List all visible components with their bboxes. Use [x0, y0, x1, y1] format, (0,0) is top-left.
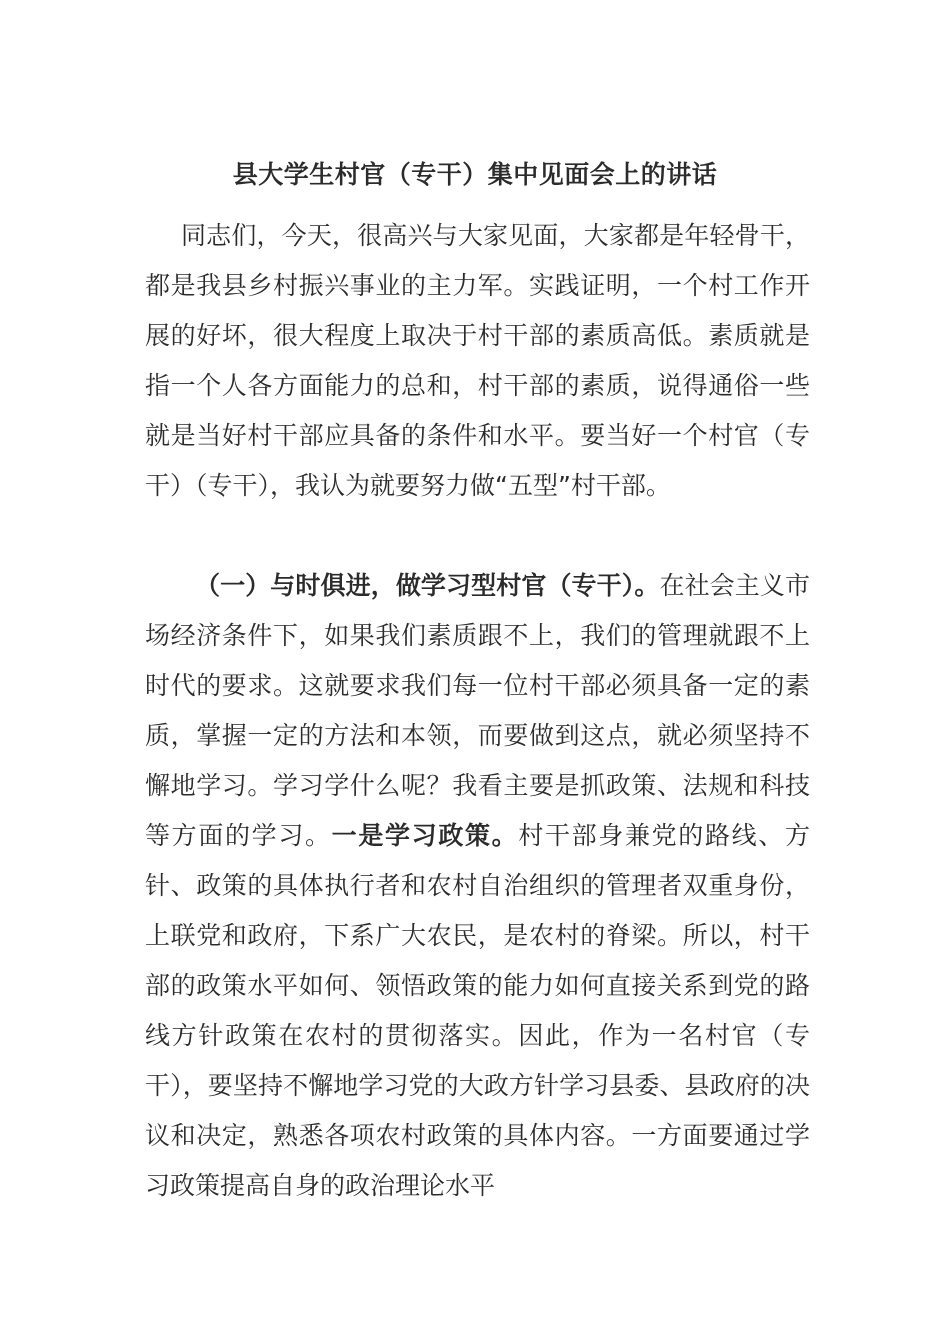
section-heading: （一）与时俱进，做学习型村官（专干）。 — [195, 571, 660, 600]
document-title: 县大学生村官（专干）集中见面会上的讲话 — [232, 160, 718, 189]
paragraph-opening: 同志们，今天，很高兴与大家见面，大家都是年轻骨干，都是我县乡村振兴事业的主力军。实践证明，一个村工作开展的好坏，很大程度上取决于村干部的素质高低。素质就是指一个人各方面能力的总和，村干部的素质，说得通俗一些就是当好村干部应具备的条件和水平。要当好一个村官（专干）（专干），我认为就要努力做“五型”村干部。 — [145, 221, 810, 500]
section-text-a: 在社会主义市场经济条件下，如果我们素质跟不上，我们的管理就跟不上时代的要求。这就要求我们每一位村干部必须具备一定的素质，掌握一定的方法和本领，而要做到这点，就必须坚持不懈地学习。学习学什么呢？我看主要是抓政策、法规和科技等方面的学习。 — [145, 571, 810, 850]
paragraph-section-1 — [145, 561, 810, 1211]
section-subheading: 一是学习政策。 — [331, 821, 519, 850]
section-text-b: 村干部身兼党的路线、方针、政策的具体执行者和农村自治组织的管理者双重身份，上联党和政府，下系广大农民，是农村的脊梁。所以，村干部的政策水平如何、领悟政策的能力如何直接关系到党的路线方针政策在农村的贯彻落实。因此，作为一名村官（专干），要坚持不懈地学习党的大政方针学习县委、县政府的决议和决定，熟悉各项农村政策的具体内容。一方面要通过学习政策提高自身的政治理论水平 — [145, 821, 810, 1200]
